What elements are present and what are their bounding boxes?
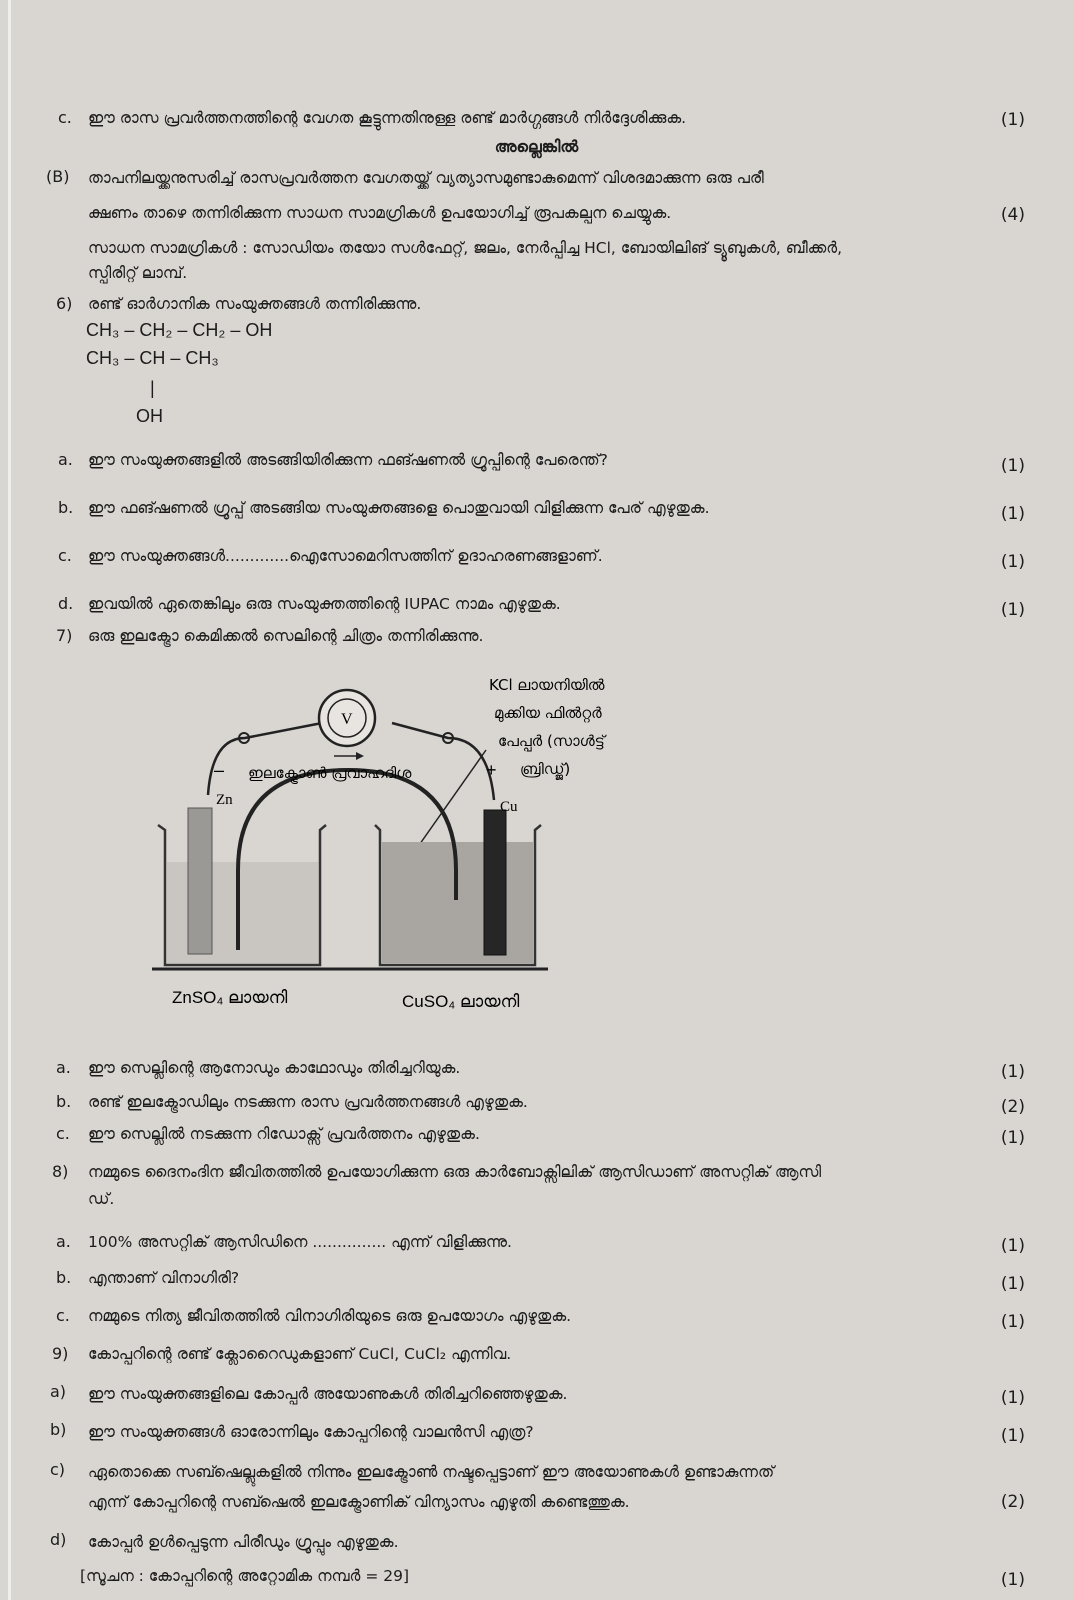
q7c-text: ഈ സെല്ലിൽ നടക്കുന്ന റിഡോക്സ് പ്രവർത്തനം എഴുതുക. <box>88 1125 480 1143</box>
formula-oh: OH <box>136 406 163 426</box>
q6b-marks: (1) <box>1000 504 1025 524</box>
q8-line2: ഡ്. <box>88 1190 115 1208</box>
q7b-text: രണ്ട് ഇലക്ട്രോഡിലും നടക്കുന്ന രാസ പ്രവർത്തനങ്ങൾ എഴുതുക. <box>88 1093 528 1111</box>
voltmeter-label: V <box>341 711 353 728</box>
salt-bridge-pointer <box>410 750 486 858</box>
q5B-materials-line2: സ്പിരിറ്റ് ലാമ്പ്. <box>88 264 188 282</box>
q9a-text: ഈ സംയുക്തങ്ങളിലെ കോപ്പർ അയോണുകൾ തിരിച്ചറിഞ്ഞെഴുതുക. <box>88 1385 568 1403</box>
q8c-marks: (1) <box>1000 1312 1025 1332</box>
q6c-marks: (1) <box>1000 552 1025 572</box>
q8b-marks: (1) <box>1000 1274 1025 1294</box>
q6d-text: ഇവയിൽ ഏതെങ്കിലും ഒരു സംയുക്തത്തിന്റെ IUPAC നാമം എഴുതുക. <box>88 595 561 613</box>
formula-bond: | <box>150 378 155 398</box>
q9a-label: a) <box>50 1382 67 1401</box>
q9c-line1: ഏതൊക്കെ സബ്ഷെല്ലുകളിൽ നിന്നും ഇലക്ട്രോൺ നഷ്ടപ്പെട്ടാണ് ഈ അയോണുകൾ ഉണ്ടാകുന്നത് <box>88 1463 775 1481</box>
q9c-marks: (2) <box>1000 1492 1025 1512</box>
q9-text: കോപ്പറിന്റെ രണ്ട് ക്ലോറൈഡുകളാണ് CuCl, CuCl₂ എന്നിവ. <box>88 1345 512 1363</box>
q6d-label: d. <box>58 594 74 613</box>
electron-flow-label: ഇലക്ട്രോൺ പ്രവാഹദിശ <box>248 764 412 782</box>
q7-text: ഒരു ഇലക്ട്രോ കെമിക്കൽ സെലിന്റെ ചിത്രം തന്നിരിക്കുന്നു. <box>88 627 484 645</box>
q8c-label: c. <box>56 1306 70 1325</box>
q5c-text: ഈ രാസ പ്രവർത്തനത്തിന്റെ വേഗത കൂട്ടുന്നതിനുള്ള രണ്ട് മാർഗ്ഗങ്ങൾ നിർദ്ദേശിക്കുക. <box>88 109 687 127</box>
q5B-label: (B) <box>46 167 70 186</box>
salt-bridge-label-2: മുക്കിയ ഫിൽറ്റർ <box>494 704 602 722</box>
zn-label: Zn <box>216 792 233 808</box>
q9c-line2: എന്ന് കോപ്പറിന്റെ സബ്ഷെൽ ഇലക്ട്രോണിക് വിന്യാസം എഴുതി കണ്ടെത്തുക. <box>88 1493 630 1511</box>
q7-number: 7) <box>56 626 73 645</box>
q6-text: രണ്ട് ഓർഗാനിക സംയുക്തങ്ങൾ തന്നിരിക്കുന്നു. <box>88 295 422 313</box>
q8a-label: a. <box>56 1232 71 1251</box>
salt-bridge-label-1: KCl ലായനിയിൽ <box>489 676 605 694</box>
q5c-label: c. <box>58 108 72 127</box>
q6c-text: ഈ സംയുക്തങ്ങൾ.............ഐസോമെറിസത്തിന് ഉദാഹരണങ്ങളാണ്. <box>88 547 603 565</box>
q6d-marks: (1) <box>1000 600 1025 620</box>
electrochemical-cell-diagram <box>0 660 1073 1020</box>
q6b-label: b. <box>58 498 74 517</box>
q9d-text: കോപ്പർ ഉൾപ്പെടുന്ന പിരീഡും ഗ്രൂപ്പും എഴുതുക. <box>88 1533 399 1551</box>
cu-electrode <box>484 810 506 955</box>
formula-propanol: CH₃ – CH₂ – CH₂ – OH <box>86 320 273 340</box>
salt-bridge-label-4: ബ്രിഡ്ജ്) <box>520 760 571 778</box>
q8a-text: 100% അസറ്റിക് ആസിഡിനെ ............... എന്ന് വിളിക്കുന്നു. <box>88 1233 512 1251</box>
q9d-label: d) <box>50 1530 67 1549</box>
q9d-hint: [സൂചന : കോപ്പറിന്റെ അറ്റോമിക നമ്പർ = 29] <box>80 1567 410 1585</box>
q6c-label: c. <box>58 546 72 565</box>
plus-sign: + <box>486 760 497 780</box>
q9a-marks: (1) <box>1000 1388 1025 1408</box>
q8-number: 8) <box>52 1162 69 1181</box>
cu-label: Cu <box>500 799 518 815</box>
q7c-label: c. <box>56 1124 70 1143</box>
q7c-marks: (1) <box>1000 1128 1025 1148</box>
q7a-marks: (1) <box>1000 1062 1025 1082</box>
q5c-marks: (1) <box>1000 110 1025 130</box>
q8b-label: b. <box>56 1268 72 1287</box>
q9c-label: c) <box>50 1460 66 1479</box>
q9-number: 9) <box>52 1344 69 1363</box>
q7a-text: ഈ സെല്ലിന്റെ ആനോഡും കാഥോഡും തിരിച്ചറിയുക. <box>88 1059 461 1077</box>
q7b-label: b. <box>56 1092 72 1111</box>
q8-line1: നമ്മുടെ ദൈനംദിന ജീവിതത്തിൽ ഉപയോഗിക്കുന്ന ഒരു കാർബോക്സിലിക് ആസിഡാണ് അസറ്റിക് ആസി <box>88 1163 822 1181</box>
q9b-marks: (1) <box>1000 1426 1025 1446</box>
wire-left <box>208 723 322 795</box>
q8b-text: എന്താണ് വിനാഗിരി? <box>88 1269 240 1287</box>
q5B-marks: (4) <box>1000 205 1025 225</box>
q6b-text: ഈ ഫങ്ഷണൽ ഗ്രൂപ്പ് അടങ്ങിയ സംയുക്തങ്ങളെ പൊതുവായി വിളിക്കുന്ന പേര് എഴുതുക. <box>88 499 710 517</box>
q6a-marks: (1) <box>1000 456 1025 476</box>
q5B-line2: ക്ഷണം താഴെ തന്നിരിക്കുന്ന സാധന സാമഗ്രികൾ ഉപയോഗിച്ച് രൂപകല്പന ചെയ്യുക. <box>88 204 672 222</box>
q6a-label: a. <box>58 450 73 469</box>
q9d-marks: (1) <box>1000 1570 1025 1590</box>
minus-sign: – <box>214 760 225 780</box>
electron-arrow-head <box>356 752 364 760</box>
q8a-marks: (1) <box>1000 1236 1025 1256</box>
q7a-label: a. <box>56 1058 71 1077</box>
salt-bridge-label-3: പേപ്പർ (സാൾട്ട് <box>498 732 605 750</box>
q8c-text: നമ്മുടെ നിത്യ ജീവിതത്തിൽ വിനാഗിരിയുടെ ഒരു ഉപയോഗം എഴുതുക. <box>88 1307 572 1325</box>
cuso4-label: CuSO₄ ലായനി <box>402 992 520 1011</box>
q9b-text: ഈ സംയുക്തങ്ങൾ ഓരോന്നിലും കോപ്പറിന്റെ വാലൻസി എത്ര? <box>88 1423 534 1441</box>
or-divider: അല്ലെങ്കിൽ <box>494 137 579 156</box>
q7b-marks: (2) <box>1000 1097 1025 1117</box>
q9b-label: b) <box>50 1420 67 1439</box>
znso4-label: ZnSO₄ ലായനി <box>172 988 288 1007</box>
formula-isopropanol: CH₃ – CH – CH₃ <box>86 348 219 368</box>
q6a-text: ഈ സംയുക്തങ്ങളിൽ അടങ്ങിയിരിക്കുന്ന ഫങ്ഷണൽ ഗ്രൂപ്പിന്റെ പേരെന്ത്? <box>88 451 608 469</box>
zn-electrode <box>188 808 212 954</box>
q6-number: 6) <box>56 294 73 313</box>
q5B-line1: താപനിലയ്ക്കനുസരിച്ച് രാസപ്രവർത്തന വേഗതയ്ക്ക് വ്യത്യാസമുണ്ടാകുമെന്ന് വിശദമാക്കുന്ന ഒരു പരീ <box>88 169 764 187</box>
q5B-materials-line1: സാധന സാമഗ്രികൾ : സോഡിയം തയോ സൾഫേറ്റ്, ജലം, നേർപ്പിച്ച HCl, ബോയിലിങ് ട്യൂബുകൾ, ബീക്കർ, <box>88 239 843 257</box>
